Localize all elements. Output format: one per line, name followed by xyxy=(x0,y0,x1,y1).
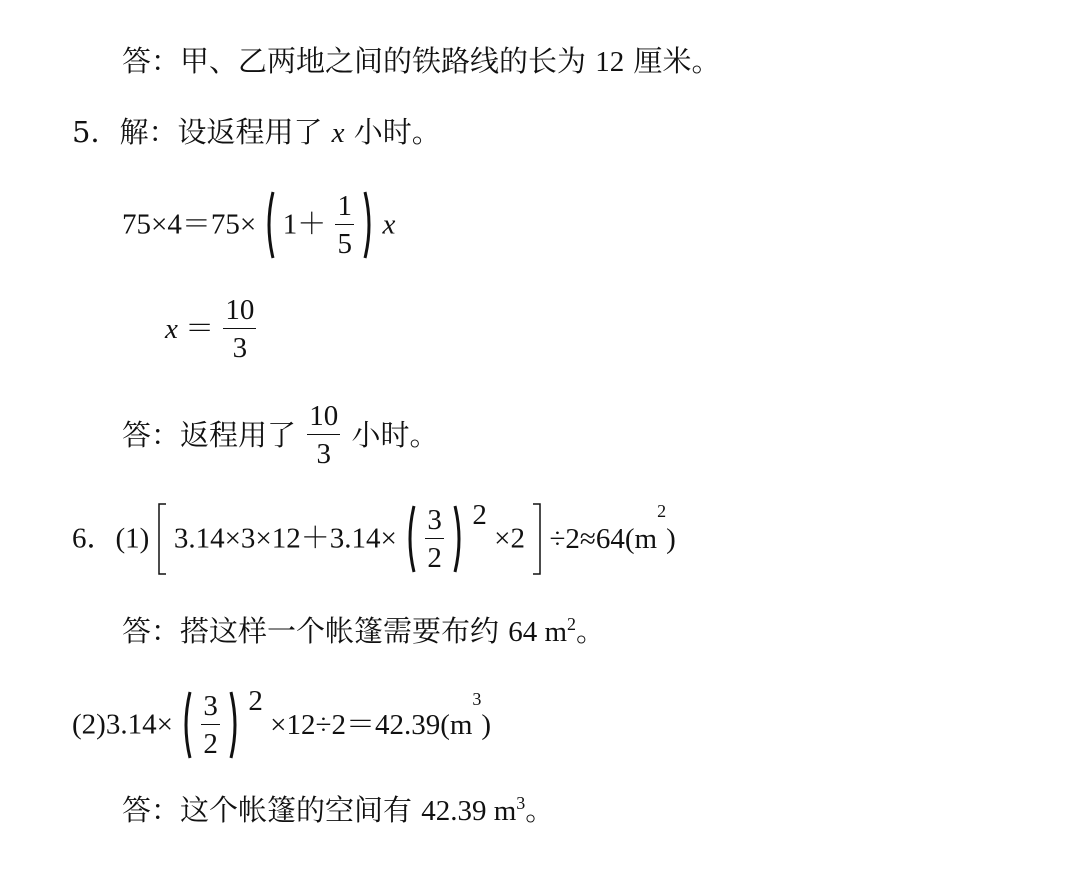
eq1-denominator: 5 xyxy=(337,227,352,260)
q6-expr-b: ×2 xyxy=(494,522,526,555)
q5-answer-denominator: 3 xyxy=(316,438,331,470)
q6-denominator: 2 xyxy=(427,541,442,574)
q6-fraction xyxy=(425,503,444,574)
eq1-var: x xyxy=(382,208,396,241)
q6-expr2-sup: 3 xyxy=(472,688,482,709)
left-paren-icon xyxy=(263,190,275,260)
answer-tail: 厘米。 xyxy=(633,44,721,78)
q5-answer-suffix: 小时。 xyxy=(351,418,439,452)
q6-label2: (2)3.14× xyxy=(72,708,173,741)
right-paren-icon xyxy=(453,504,465,574)
q6-tail1-close: ) xyxy=(666,522,676,555)
left-bracket-icon xyxy=(157,502,167,576)
eq2-equals: ＝ xyxy=(185,313,215,345)
q6-label1: 6．(1) xyxy=(72,522,150,555)
q6-ans2-num: 42.39 m xyxy=(421,795,517,827)
eq1-one-plus: 1＋ xyxy=(282,208,327,241)
q6-answer-2 xyxy=(122,793,555,827)
eq1-left: 75×4＝75× xyxy=(122,208,257,241)
q5-equation-1 xyxy=(122,190,395,260)
left-paren-icon xyxy=(404,504,416,574)
answer-text: 答：甲、乙两地之间的铁路线的长为 xyxy=(122,44,587,78)
q6-ans1-text: 答：搭这样一个帐篷需要布约 xyxy=(122,614,500,648)
q6-ans1-num: 64 m xyxy=(508,616,568,648)
q5-answer-fraction xyxy=(307,402,340,469)
q5-var: x xyxy=(331,117,345,149)
q5-tail: 小时。 xyxy=(353,115,441,149)
eq2-numerator: 10 xyxy=(223,296,256,329)
q6-ans2-end: 。 xyxy=(525,793,555,827)
q6-denominator-2: 2 xyxy=(203,727,218,760)
q6-part2-expression xyxy=(72,684,492,760)
q6-fraction-2 xyxy=(201,689,220,760)
q5-answer xyxy=(122,402,438,469)
answer-number: 12 xyxy=(595,46,625,78)
right-bracket-icon xyxy=(532,502,542,576)
q6-ans1-sup: 2 xyxy=(567,614,577,634)
eq1-numerator: 1 xyxy=(335,192,354,225)
q6-expr-a: 3.14×3×12＋3.14× xyxy=(173,522,397,555)
q6-expr2: ×12÷2＝42.39(m xyxy=(270,708,473,741)
right-paren-icon xyxy=(229,690,241,760)
q6-ans1-end: 。 xyxy=(576,614,606,648)
q5-label: 5．解：设返程用了 xyxy=(72,115,323,149)
q6-exponent-2: 2 xyxy=(248,684,263,717)
answer-line-4 xyxy=(122,44,721,78)
q6-exponent: 2 xyxy=(472,498,487,531)
eq2-fraction xyxy=(223,296,256,363)
q6-expr2-group xyxy=(270,688,492,741)
q6-expr2-close: ) xyxy=(481,708,492,741)
q6-part1-expression xyxy=(72,498,676,576)
eq2-denominator: 3 xyxy=(232,332,248,364)
left-paren-icon xyxy=(180,690,192,760)
q6-ans2-sup: 3 xyxy=(516,793,526,813)
q6-numerator: 3 xyxy=(425,506,444,539)
q6-tail1-sup: 2 xyxy=(657,500,667,521)
q6-tail1: ÷2≈64(m xyxy=(549,522,658,555)
q5-answer-prefix: 答：返程用了 xyxy=(122,418,297,452)
q6-answer-1 xyxy=(122,614,606,648)
q6-ans2-text: 答：这个帐篷的空间有 xyxy=(122,793,413,827)
eq2-var: x xyxy=(165,313,178,345)
q5-heading xyxy=(72,115,441,149)
q5-equation-2 xyxy=(165,296,258,363)
q6-numerator-2: 3 xyxy=(201,692,220,725)
eq1-fraction xyxy=(335,189,354,260)
right-paren-icon xyxy=(363,190,375,260)
q6-tail1-group xyxy=(549,500,676,555)
q5-answer-numerator: 10 xyxy=(307,402,340,435)
